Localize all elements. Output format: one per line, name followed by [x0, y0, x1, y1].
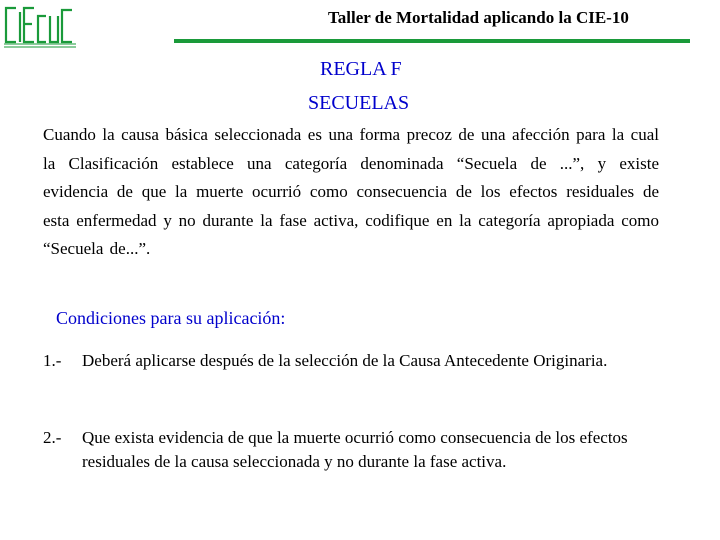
condition-text: Deberá aplicarse después de la selección de la Causa Antecedente Originaria.: [82, 351, 608, 370]
condition-text: Que exista evidencia de que la muerte ocurrió como consecuencia de los efectos residuales de la causa seleccionada y no durante la fase activa.: [82, 428, 628, 471]
conditions-heading: Condiciones para su aplicación:: [56, 308, 286, 328]
condition-number: 1.-: [43, 351, 62, 370]
header-divider: [174, 39, 690, 43]
header-title: Taller de Mortalidad aplicando la CIE-10: [328, 8, 629, 27]
condition-item: [43, 426, 683, 474]
rule-title: REGLA F: [320, 58, 402, 80]
rule-subtitle: SECUELAS: [308, 92, 410, 114]
condition-number: 2.-: [43, 428, 62, 447]
condition-item: [43, 349, 643, 373]
cieccuce-logo: [2, 2, 78, 50]
rule-description: Cuando la causa básica seleccionada es una forma precoz de una afección para la cual la Clasificación establece una categoría denominada “Secuela de ...”, y existe evidencia de que la muerte ocurrió como consecuencia de los efectos residuales de esta enfermedad y no durante la fase activa, codifique en la categoría apropiada como “Secuela de...”.: [43, 125, 659, 258]
